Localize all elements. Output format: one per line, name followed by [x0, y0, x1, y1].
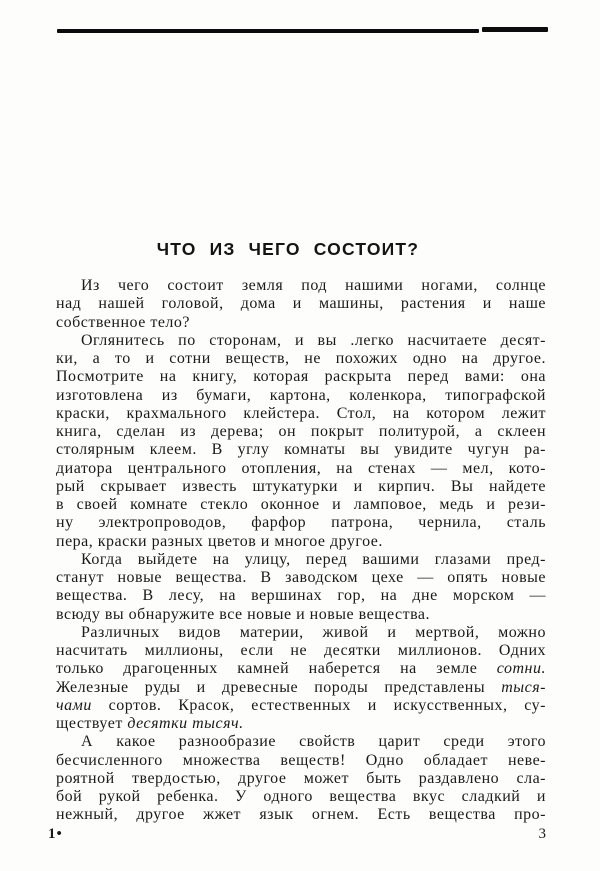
- text-line: [56, 752, 546, 770]
- text-line: [56, 441, 546, 459]
- text-segment: собственное тело?: [56, 313, 190, 331]
- text-line: [56, 368, 546, 386]
- text-segment: рый скрывает известь штукатурки и кирпич. Вы найдете: [56, 477, 546, 495]
- text-line: [56, 314, 546, 332]
- text-segment: сортов. Красок, естественных и искусственных, су-: [91, 696, 546, 714]
- text-segment: насчитать миллионы, если не десятки миллионов. Одних: [56, 642, 546, 659]
- text-line: [56, 679, 546, 697]
- text-line: [56, 697, 546, 715]
- text-line: [56, 569, 546, 587]
- body-text: [56, 277, 546, 825]
- text-line: [56, 496, 546, 514]
- text-line: [56, 350, 546, 368]
- text-line: [56, 514, 546, 532]
- text-line: [56, 788, 546, 806]
- text-line: [56, 423, 546, 441]
- text-segment: Железные руды и древесные породы представлены: [56, 678, 502, 696]
- text-segment: только драгоценных камней наберется на земле: [56, 660, 497, 678]
- text-line: [56, 606, 546, 624]
- text-segment: бесчисленного множества веществ! Одно обладает неве-: [56, 751, 546, 769]
- text-segment: роятной твердостью, другое может быть раздавлено сла-: [56, 769, 546, 787]
- text-line: [56, 715, 546, 733]
- text-segment: Когда выйдете на улицу, перед вашими глазами пред-: [81, 550, 546, 568]
- text-line: [56, 460, 546, 478]
- text-line: [56, 806, 546, 824]
- text-line: [56, 770, 546, 788]
- text-segment: Посмотрите на книгу, которая раскрыта перед вами: она: [56, 368, 546, 386]
- italic-text-segment: сотни.: [496, 660, 546, 678]
- text-line: [56, 387, 546, 405]
- scan-top-rule-right: [482, 27, 548, 32]
- text-line: [56, 478, 546, 496]
- text-line: [56, 277, 546, 295]
- text-segment: ну электропроводов, фарфор патрона, чернила, сталь: [56, 514, 546, 532]
- text-line: [56, 533, 546, 551]
- text-segment: над нашей головой, дома и машины, растения и наше: [56, 295, 546, 313]
- text-segment: нежный, другое жжет язык огнем. Есть вещества про-: [56, 806, 546, 824]
- text-segment: ки, а то и сотни веществ, не похожих одно на другое.: [56, 350, 546, 367]
- page-number: 3: [538, 826, 546, 842]
- text-segment: бой рукой ребенка. У одного вещества вкус сладкий и: [56, 788, 546, 805]
- text-line: [56, 332, 546, 350]
- text-segment: столярным клеем. В углу комнаты вы увидите чугун ра-: [56, 441, 546, 459]
- text-line: [56, 733, 546, 751]
- text-line: [56, 660, 546, 678]
- italic-text-segment: тыся-: [501, 678, 546, 696]
- text-segment: краски, крахмального клейстера. Стол, на котором лежит: [56, 404, 546, 422]
- text-segment: вещества. В лесу, на вершинах гор, на дне морском —: [56, 587, 546, 605]
- text-segment: станут новые вещества. В заводском цехе — опять новые: [56, 569, 546, 586]
- signature-mark: 1•: [48, 826, 63, 842]
- text-segment: ществует: [56, 715, 128, 732]
- chapter-title: ЧТО ИЗ ЧЕГО СОСТОИТ?: [156, 239, 420, 259]
- scan-top-rule-left: [57, 29, 479, 33]
- page-footer: [48, 826, 546, 843]
- text-segment: диатора центрального отопления, на стенах — мел, кото-: [56, 459, 546, 477]
- text-segment: в своей комнате стекло оконное и ламповое, медь и рези-: [56, 496, 546, 513]
- text-line: [56, 551, 546, 569]
- text-segment: всюду вы обнаружите все новые и новые вещества.: [56, 605, 431, 623]
- text-line: [56, 295, 546, 313]
- text-segment: пера, краски разных цветов и многое другое.: [56, 532, 383, 550]
- italic-text-segment: чами: [56, 696, 92, 714]
- text-line: [56, 624, 546, 642]
- text-segment: книга, сделан из дерева; он покрыт политурой, а склеен: [56, 423, 546, 440]
- text-line: [56, 587, 546, 605]
- text-segment: изготовлена из бумаги, картона, коленкора, типографской: [56, 386, 546, 404]
- text-line: [56, 405, 546, 423]
- text-segment: Различных видов материи, живой и мертвой, можно: [81, 623, 546, 641]
- text-segment: Оглянитесь по сторонам, и вы .легко насчитаете десят-: [81, 331, 546, 349]
- text-segment: А какое разнообразие свойств царит среди этого: [81, 733, 546, 751]
- italic-text-segment: десятки тысяч.: [127, 715, 244, 732]
- text-segment: Из чего состоит земля под нашими ногами, солнце: [81, 277, 546, 294]
- text-line: [56, 642, 546, 660]
